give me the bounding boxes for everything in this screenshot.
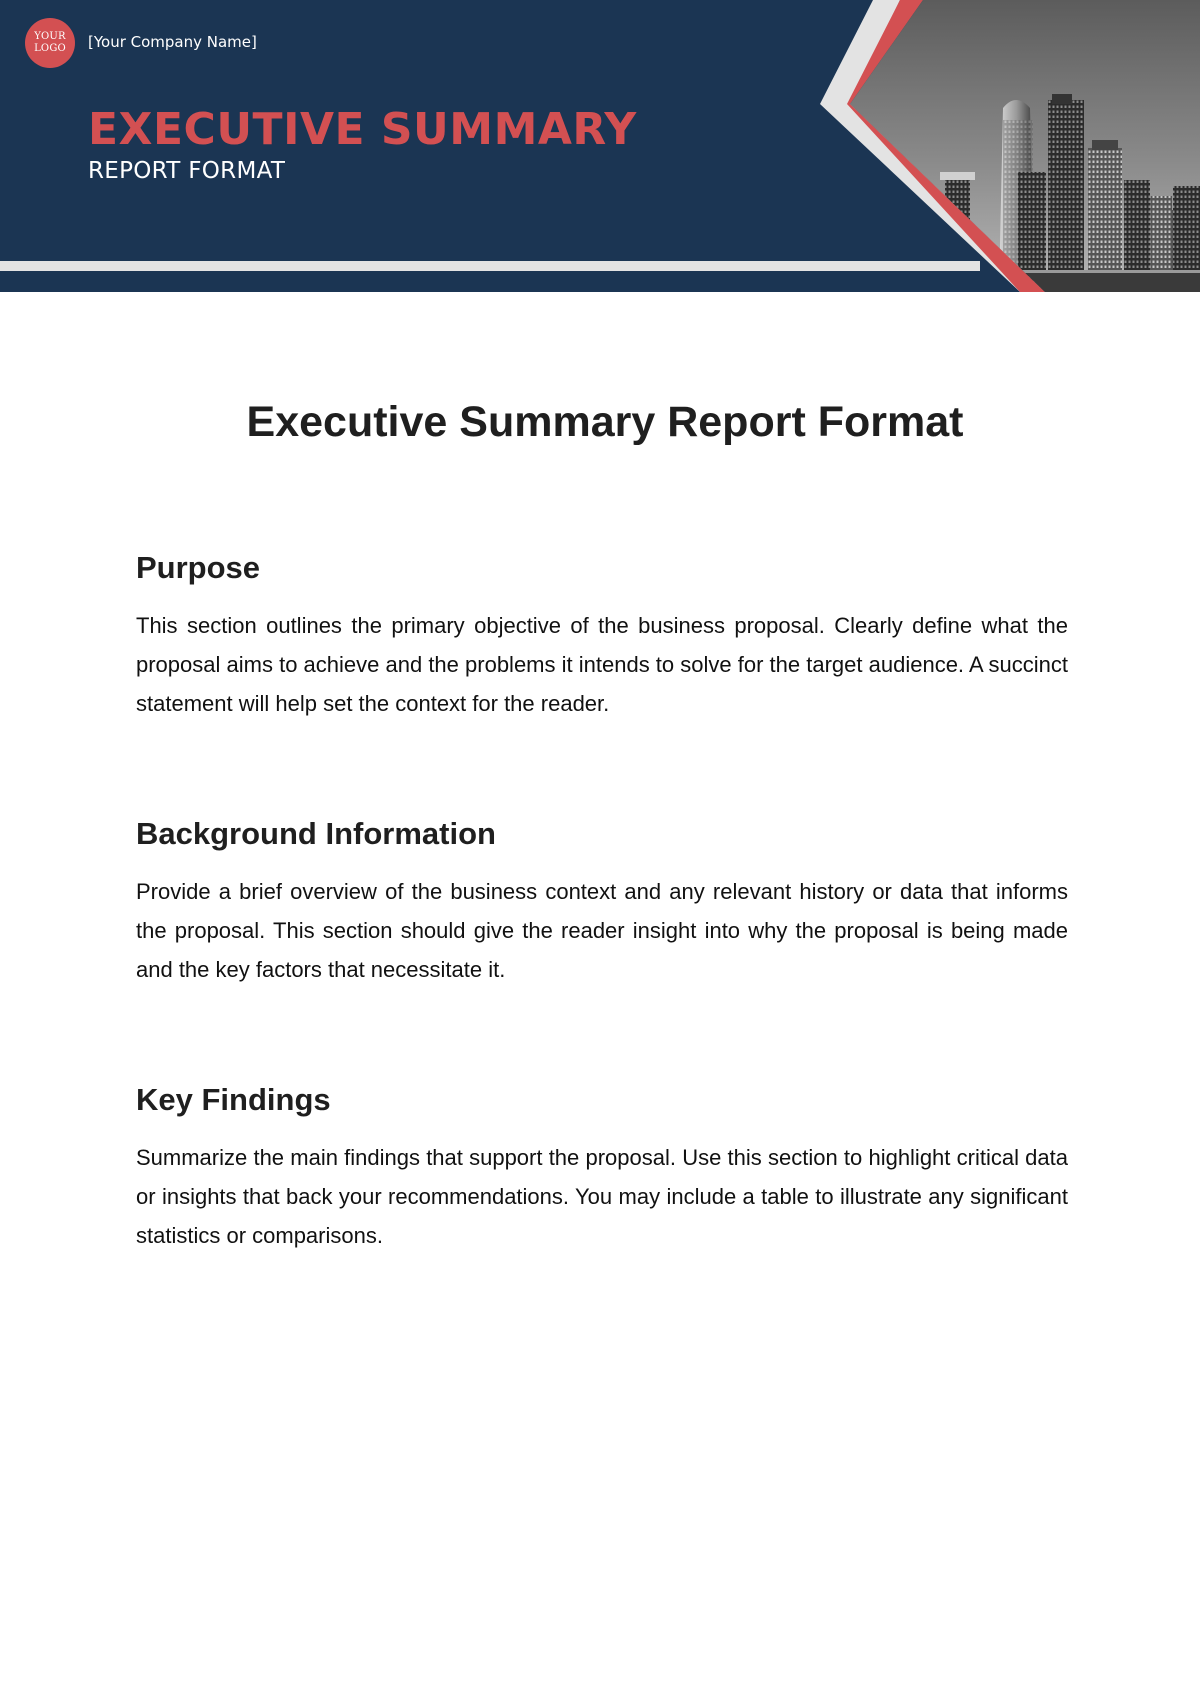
section-body: This section outlines the primary objective of the business proposal. Clearly define what the proposal aims to achieve and the problems it intends to solve for the target audience. A succinct statement will help set the context for the reader.: [136, 613, 1068, 716]
section-purpose: [136, 548, 1068, 723]
logo-text-line1: YOUR: [34, 31, 66, 42]
gray-stripe: [0, 261, 980, 271]
section-body: Provide a brief overview of the business context and any relevant history or data that informs the proposal. This section should give the reader insight into why the proposal is being made and the key factors that necessitate it.: [136, 879, 1068, 982]
section-key-findings: [136, 1080, 1068, 1255]
banner-title: EXECUTIVE SUMMARY: [88, 104, 637, 155]
document-title: Executive Summary Report Format: [246, 398, 964, 446]
company-logo: [25, 18, 75, 68]
company-name: [Your Company Name]: [88, 33, 257, 51]
banner-subtitle: REPORT FORMAT: [88, 158, 286, 184]
section-body: Summarize the main findings that support the proposal. Use this section to highlight critical data or insights that back your recommendations. You may include a table to illustrate any significant statistics or comparisons.: [136, 1145, 1068, 1248]
header-banner: [0, 0, 1200, 292]
logo-text-line2: LOGO: [34, 43, 66, 54]
section-heading: Purpose: [136, 550, 261, 585]
section-heading: Key Findings: [136, 1082, 331, 1117]
section-heading: Background Information: [136, 816, 496, 851]
section-background-information: [136, 814, 1068, 989]
